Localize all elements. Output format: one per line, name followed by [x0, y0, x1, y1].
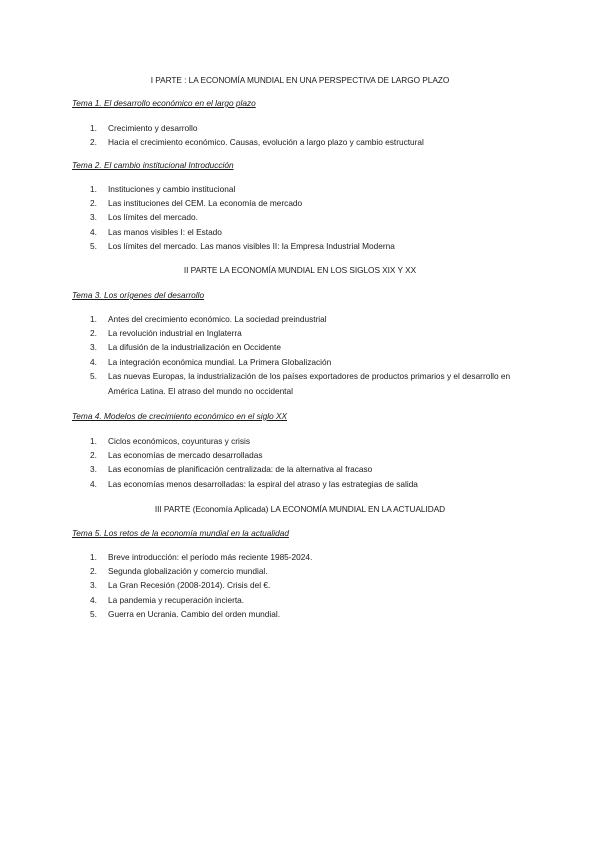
tema-2-title: Tema 2. El cambio institucional Introducción — [72, 160, 234, 170]
list-number: 4. — [90, 594, 97, 605]
list-number: 4. — [90, 226, 97, 237]
list-item-text: Ciclos económicos, coyunturas y crisis — [108, 436, 251, 446]
list-item-text: La revolución industrial en Inglaterra — [108, 328, 242, 339]
tema-1-list — [90, 121, 518, 149]
list-item-text: Guerra en Ucrania. Cambio del orden mundial. — [108, 608, 281, 619]
list-item — [90, 607, 518, 621]
list-number: 4. — [90, 478, 97, 489]
tema-5-title: Tema 5. Los retos de la economía mundial en la actualidad — [72, 528, 289, 538]
list-item — [90, 135, 518, 149]
list-item — [90, 462, 518, 476]
tema-1-title: Tema 1. El desarrollo económico en el largo plazo — [72, 98, 256, 108]
list-number: 5. — [90, 608, 97, 619]
list-item-text: Segunda globalización y comercio mundial. — [108, 566, 268, 577]
list-number: 5. — [90, 240, 97, 251]
list-item-text: Antes del crecimiento económico. La sociedad preindustrial — [108, 314, 327, 324]
list-item — [90, 477, 518, 491]
list-item-text: Breve introducción: el período más reciente 1985-2024. — [108, 552, 313, 562]
list-item-text: Las manos visibles I: el Estado — [108, 226, 222, 237]
tema-4-title: Tema 4. Modelos de crecimiento económico en el siglo XX — [72, 411, 288, 421]
list-number: 5. — [90, 370, 97, 381]
list-number: 3. — [90, 580, 97, 591]
list-item — [90, 312, 518, 326]
list-number: 1. — [90, 184, 97, 194]
list-item — [90, 434, 518, 448]
list-number: 1. — [90, 123, 97, 133]
tema-5-list — [90, 550, 518, 621]
list-item-text: La difusión de la industrialización en Occidente — [108, 342, 281, 353]
list-number: 2. — [90, 328, 97, 339]
list-item — [90, 196, 518, 210]
list-item — [90, 369, 518, 399]
list-number: 3. — [90, 342, 97, 353]
list-item — [90, 340, 518, 354]
list-number: 2. — [90, 450, 97, 461]
list-number: 1. — [90, 552, 97, 562]
list-number: 4. — [90, 356, 97, 367]
list-item-text: Las instituciones del CEM. La economía de mercado — [108, 198, 303, 209]
list-item — [90, 355, 518, 369]
list-item-text: Crecimiento y desarrollo — [108, 123, 198, 133]
list-item — [90, 593, 518, 607]
list-item — [90, 225, 518, 239]
part-2-title: II PARTE LA ECONOMÍA MUNDIAL EN LOS SIGLOS XIX Y XX — [183, 265, 417, 275]
list-item — [90, 564, 518, 578]
tema-4-list — [90, 434, 518, 491]
list-item — [90, 210, 518, 224]
list-item — [90, 326, 518, 340]
list-item-text: Las nuevas Europas, la industrialización de los países exportadores de productos primarios y el desarrollo en América Latina. El atraso del mundo no occidental — [108, 370, 511, 396]
list-item — [90, 182, 518, 196]
list-item-text: Las economías de mercado desarrolladas — [108, 450, 263, 461]
list-item — [90, 578, 518, 592]
list-item-text: La Gran Recesión (2008-2014). Crisis del €. — [108, 580, 271, 591]
list-number: 1. — [90, 436, 97, 446]
list-number: 2. — [90, 566, 97, 577]
list-item-text: Los límites del mercado. — [108, 212, 198, 223]
tema-2-list — [90, 182, 518, 253]
tema-3-list — [90, 312, 518, 399]
list-item-text: Los límites del mercado. Las manos visibles II: la Empresa Industrial Moderna — [108, 240, 395, 251]
list-number: 3. — [90, 212, 97, 223]
list-item — [90, 448, 518, 462]
list-item-text: Hacia el crecimiento económico. Causas, evolución a largo plazo y cambio estructural — [108, 137, 424, 148]
list-item-text: Las economías menos desarrolladas: la espiral del atraso y las estrategias de salida — [108, 478, 418, 489]
list-number: 2. — [90, 137, 97, 148]
list-number: 2. — [90, 198, 97, 209]
tema-3-title: Tema 3. Los orígenes del desarrollo — [72, 290, 205, 300]
list-number: 3. — [90, 464, 97, 475]
list-item — [90, 550, 518, 564]
list-item-text: Las economías de planificación centralizada: de la alternativa al fracaso — [108, 464, 373, 475]
part-3-title: III PARTE (Economía Aplicada) LA ECONOMÍA MUNDIAL EN LA ACTUALIDAD — [154, 504, 446, 514]
list-item-text: La pandemia y recuperación incierta. — [108, 594, 245, 605]
list-item-text: La integración económica mundial. La Primera Globalización — [108, 356, 332, 367]
list-number: 1. — [90, 314, 97, 324]
list-item — [90, 239, 518, 253]
list-item — [90, 121, 518, 135]
list-item-text: Instituciones y cambio institucional — [108, 184, 236, 194]
part-1-title: I PARTE : LA ECONOMÍA MUNDIAL EN UNA PERSPECTIVA DE LARGO PLAZO — [150, 75, 450, 85]
